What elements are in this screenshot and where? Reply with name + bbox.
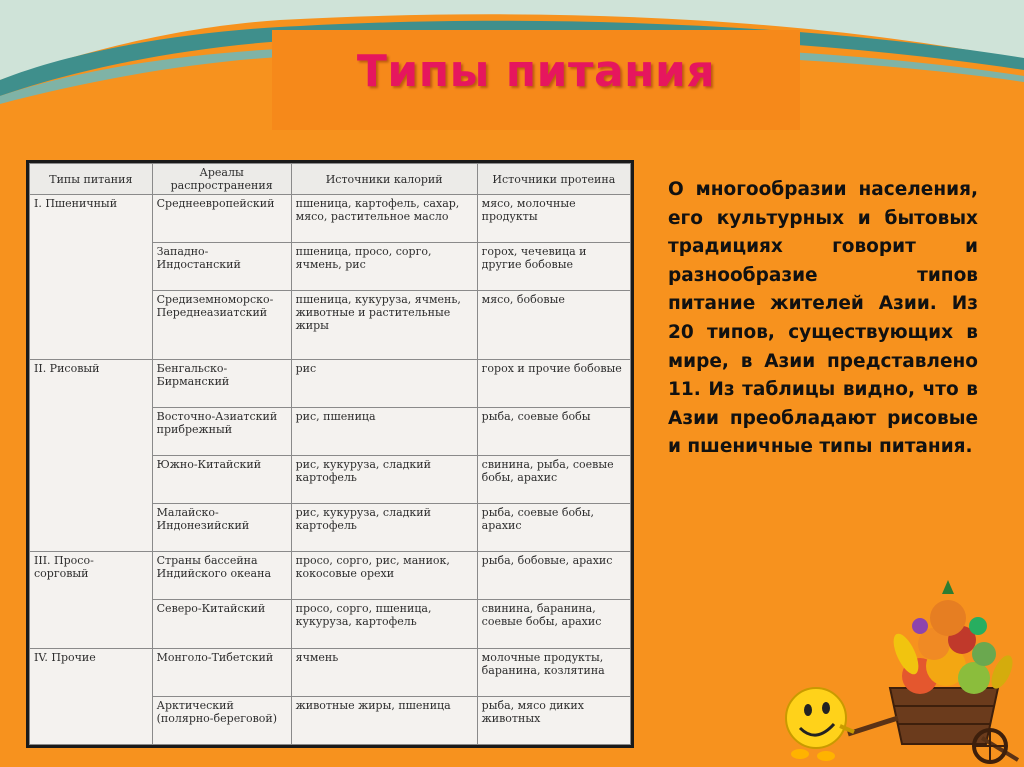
protein-cell: молочные продукты, баранина, козлятина [477,648,630,696]
header-areas: Ареалы распространения [152,164,291,195]
area-cell: Бенгальско-Бирманский [152,359,291,407]
area-cell: Южно-Китайский [152,455,291,503]
area-cell: Северо-Китайский [152,600,291,648]
calories-cell: рис [291,359,477,407]
protein-cell: горох и прочие бобовые [477,359,630,407]
table-row [30,359,631,407]
calories-cell: рис, пшеница [291,407,477,455]
calories-cell: ячмень [291,648,477,696]
calories-cell: просо, сорго, пшеница, кукуруза, картофель [291,600,477,648]
protein-cell: рыба, бобовые, арахис [477,552,630,600]
area-cell: Восточно-Азиатский прибрежный [152,407,291,455]
calories-cell: пшеница, кукуруза, ячмень, животные и растительные жиры [291,291,477,359]
protein-cell: мясо, бобовые [477,291,630,359]
nutrition-types-table-frame [26,160,634,748]
calories-cell: пшеница, просо, сорго, ячмень, рис [291,243,477,291]
table-row [30,195,631,243]
header-calories: Источники калорий [291,164,477,195]
table-header-row [30,164,631,195]
slide-title: Типы питания [356,46,716,97]
nutrition-types-table [29,163,631,745]
calories-cell: животные жиры, пшеница [291,696,477,744]
protein-cell: горох, чечевица и другие бобовые [477,243,630,291]
protein-cell: рыба, мясо диких животных [477,696,630,744]
header-types: Типы питания [30,164,153,195]
smiley-with-harvest-cart-icon [770,568,1024,767]
description-text: О многообразии населения, его культурных и бытовых традициях говорит и разнообразие типов питание жителей Азии. Из 20 типов, существующих в мире, в Азии представлено 11. Из таблицы видно, что в Азии преобладают рисовые и пшеничные типы питания. [668,179,978,458]
table-row [30,552,631,600]
protein-cell: рыба, соевые бобы [477,407,630,455]
calories-cell: просо, сорго, рис, маниок, кокосовые орехи [291,552,477,600]
area-cell: Средиземноморско-Переднеазиатский [152,291,291,359]
calories-cell: рис, кукуруза, сладкий картофель [291,455,477,503]
area-cell: Среднеевропейский [152,195,291,243]
protein-cell: мясо, молочные продукты [477,195,630,243]
calories-cell: рис, кукуруза, сладкий картофель [291,504,477,552]
calories-cell: пшеница, картофель, сахар, мясо, растительное масло [291,195,477,243]
type-cell: IV. Прочие [30,648,153,744]
type-cell: III. Просо-сорговый [30,552,153,648]
area-cell: Малайско-Индонезийский [152,504,291,552]
table-row [30,648,631,696]
protein-cell: свинина, рыба, соевые бобы, арахис [477,455,630,503]
header-protein: Источники протеина [477,164,630,195]
type-cell: II. Рисовый [30,359,153,552]
area-cell: Западно-Индостанский [152,243,291,291]
area-cell: Арктический (полярно-береговой) [152,696,291,744]
area-cell: Страны бассейна Индийского океана [152,552,291,600]
type-cell: I. Пшеничный [30,195,153,360]
protein-cell: свинина, баранина, соевые бобы, арахис [477,600,630,648]
protein-cell: рыба, соевые бобы, арахис [477,504,630,552]
area-cell: Монголо-Тибетский [152,648,291,696]
